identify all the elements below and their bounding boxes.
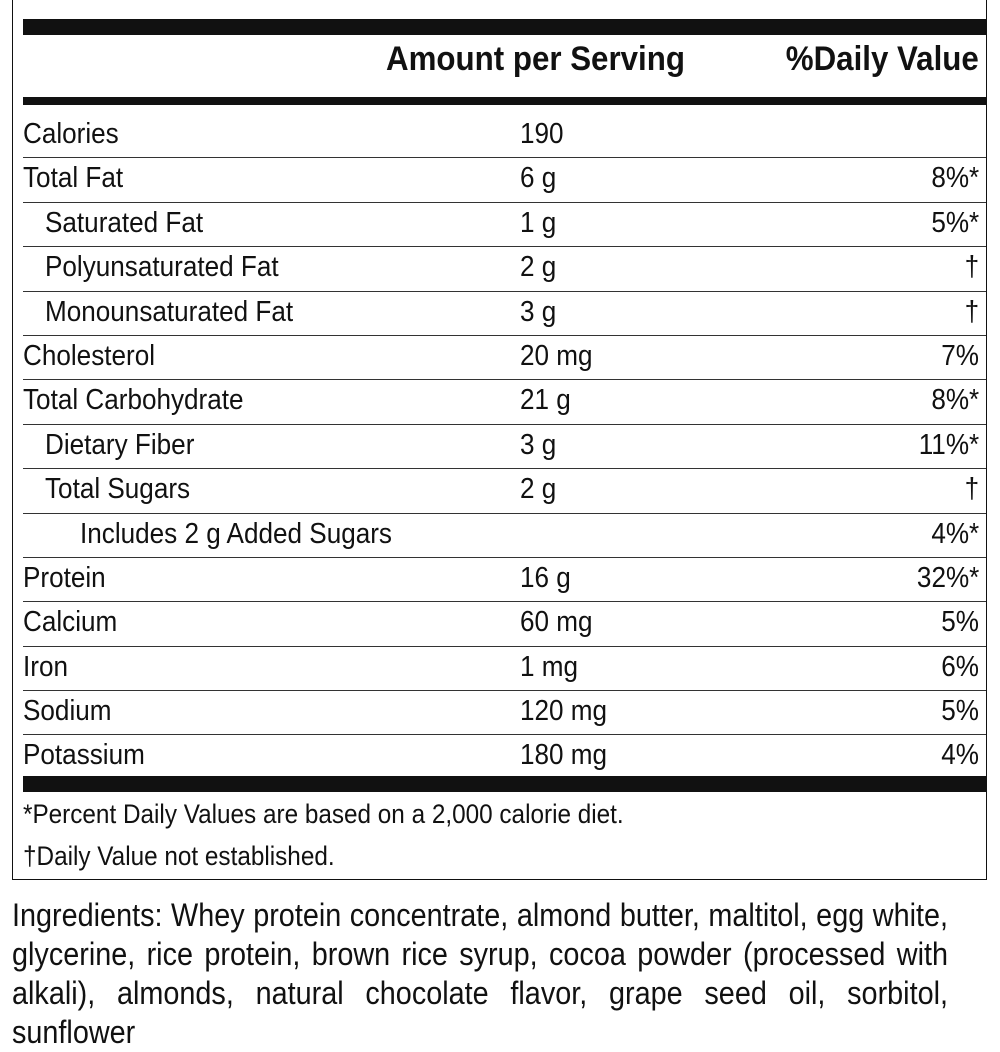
nutrient-amount: 2 g [520, 251, 557, 284]
nutrient-name: Calories [23, 118, 119, 150]
nutrient-amount: 1 g [520, 206, 557, 239]
nutrient-amount: 3 g [520, 295, 557, 328]
nutrient-name: Total Fat [23, 162, 124, 195]
nutrient-name: Sodium [23, 695, 112, 728]
nutrient-name: Iron [23, 650, 68, 683]
nutrient-daily-value: † [964, 473, 979, 506]
nutrient-name: Potassium [23, 739, 145, 772]
nutrient-amount: 120 mg [520, 695, 608, 728]
ingredients-text: Ingredients: Whey protein concentrate, almond butter, maltitol, egg white, glycerine, rice protein, brown rice syrup, cocoa powder (processed with alkali), almonds, natural chocolate flavor, grape seed oil, sorbitol, sunflower [12, 897, 948, 1050]
nutrient-row [23, 514, 986, 558]
nutrient-name: Dietary Fiber [45, 428, 195, 461]
nutrient-amount: 1 mg [520, 650, 579, 683]
nutrient-row [23, 203, 986, 247]
nutrient-daily-value: † [964, 295, 979, 328]
medium-divider [23, 97, 986, 105]
nutrient-daily-value: † [964, 251, 979, 284]
nutrient-name: Total Carbohydrate [23, 384, 244, 417]
nutrient-row [23, 469, 986, 513]
nutrient-amount: 21 g [520, 384, 571, 417]
daily-value-header: %Daily Value [786, 40, 979, 78]
thick-divider-top [23, 19, 986, 35]
nutrient-row [23, 425, 986, 469]
nutrient-name: Polyunsaturated Fat [45, 251, 279, 284]
nutrient-daily-value: 4% [941, 739, 979, 772]
nutrient-amount: 3 g [520, 428, 557, 461]
nutrient-daily-value: 8%* [931, 162, 979, 195]
nutrient-name: Monounsaturated Fat [45, 295, 294, 328]
nutrient-amount: 190 [520, 118, 564, 150]
nutrient-name: Includes 2 g Added Sugars [80, 517, 392, 550]
nutrient-daily-value: 8%* [931, 384, 979, 417]
thick-divider-bottom [23, 776, 986, 792]
amount-per-serving-header: Amount per Serving [386, 40, 685, 78]
nutrient-amount: 6 g [520, 162, 557, 195]
nutrient-daily-value: 4%* [931, 517, 979, 550]
nutrient-name: Total Sugars [45, 473, 191, 506]
nutrient-name: Cholesterol [23, 339, 156, 372]
nutrient-amount: 16 g [520, 561, 571, 594]
nutrient-name: Protein [23, 561, 106, 594]
nutrient-daily-value: 5% [941, 606, 979, 639]
nutrient-daily-value: 5%* [931, 206, 979, 239]
nutrient-row [23, 114, 986, 158]
nutrient-daily-value: 32%* [916, 561, 979, 594]
nutrient-amount: 20 mg [520, 339, 593, 372]
nutrient-row [23, 691, 986, 735]
nutrient-daily-value: 11%* [918, 428, 979, 461]
nutrient-table [23, 114, 986, 780]
nutrient-row [23, 735, 986, 779]
nutrient-amount: 60 mg [520, 606, 593, 639]
nutrition-facts-panel [12, 0, 987, 880]
dagger-footnote: †Daily Value not established. [23, 841, 335, 871]
nutrient-daily-value: 7% [941, 339, 979, 372]
percent-daily-value-footnote: *Percent Daily Values are based on a 2,000 calorie diet. [23, 799, 624, 829]
nutrient-daily-value: 6% [941, 650, 979, 683]
nutrient-amount: 2 g [520, 473, 557, 506]
nutrient-name: Saturated Fat [45, 206, 204, 239]
nutrient-amount: 180 mg [520, 739, 608, 772]
nutrient-row [23, 558, 986, 602]
nutrient-daily-value: 5% [941, 695, 979, 728]
nutrient-row [23, 380, 986, 424]
nutrient-row [23, 247, 986, 291]
nutrient-name: Calcium [23, 606, 118, 639]
nutrient-row [23, 336, 986, 380]
nutrient-row [23, 292, 986, 336]
nutrient-row [23, 647, 986, 691]
nutrient-row [23, 158, 986, 202]
nutrient-row [23, 602, 986, 646]
